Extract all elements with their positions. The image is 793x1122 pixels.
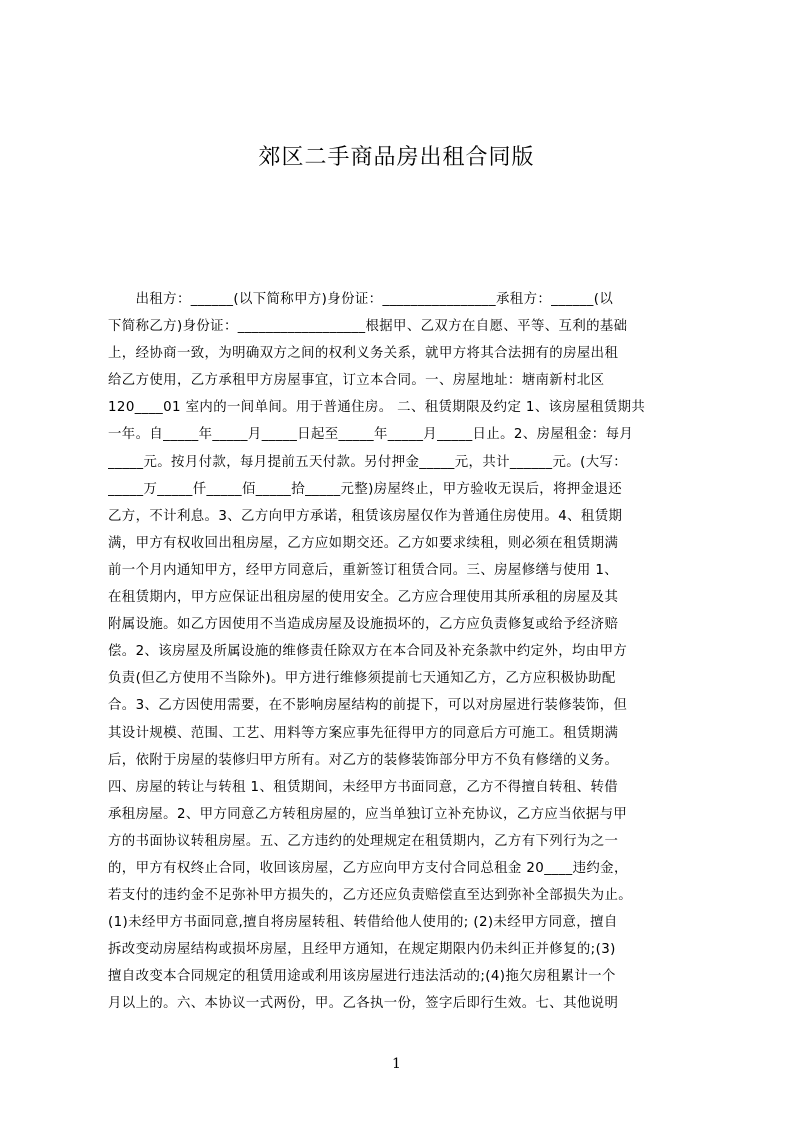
- body-line: 擅自改变本合同规定的租赁用途或利用该房屋进行违法活动的;(4)拖欠房租累计一个: [108, 969, 616, 985]
- body-line: (1)未经甲方书面同意,擅自将房屋转租、转借给他人使用的; (2)未经甲方同意，擅自: [108, 915, 618, 931]
- body-line: 后，依附于房屋的装修归甲方所有。对乙方的装修装饰部分甲方不负有修缮的义务。: [108, 752, 619, 768]
- body-line: 负责(但乙方使用不当除外)。甲方进行维修须提前七天通知乙方，乙方应积极协助配: [108, 671, 616, 687]
- body-line: 附属设施。如乙方因使用不当造成房屋及设施损坏的，乙方应负责修复或给予经济赔: [108, 617, 619, 633]
- body-line: 其设计规模、范围、工艺、用料等方案应事先征得甲方的同意后方可施工。租赁期满: [108, 725, 619, 741]
- body-line: 方的书面协议转租房屋。五、乙方违约的处理规定在租赁期内，乙方有下列行为之一: [108, 833, 619, 849]
- body-line: 合。3、乙方因使用需要，在不影响房屋结构的前提下，可以对房屋进行装修装饰，但: [108, 698, 628, 714]
- body-line: 四、房屋的转让与转租 1、租赁期间，未经甲方书面同意，乙方不得擅自转租、转借: [108, 779, 619, 795]
- body-line: 的，甲方有权终止合同，收回该房屋，乙方应向甲方支付合同总租金 20____违约金，: [108, 860, 628, 876]
- body-line: 乙方，不计利息。3、乙方向甲方承诺，租赁该房屋仅作为普通住房使用。4、租赁期: [108, 508, 623, 524]
- body-line: 给乙方使用，乙方承租甲方房屋事宜，订立本合同。一、房屋地址：塘南新村北区: [108, 373, 605, 389]
- body-line: 拆改变动房屋结构或损坏房屋，且经甲方通知，在规定期限内仍未纠正并修复的;(3): [108, 942, 616, 958]
- body-line: 一年。自_____年_____月_____日起至_____年_____月_____日止。2、房屋租金：每月: [108, 427, 634, 443]
- document-title: 郊区二手商品房出租合同版: [258, 145, 535, 170]
- contract-body: [108, 286, 698, 1026]
- body-line: _____元。按月付款，每月提前五天付款。另付押金_____元，共计______元。(大写：: [108, 454, 628, 470]
- body-line: 下简称乙方)身份证：__________________根据甲、乙双方在自愿、平等、互利的基础: [108, 319, 628, 335]
- body-line: 满，甲方有权收回出租房屋，乙方应如期交还。乙方如要求续租，则必须在租赁期满: [108, 535, 619, 551]
- body-line: 月以上的。六、本协议一式两份，甲。乙各执一份，签字后即行生效。七、其他说明: [108, 996, 619, 1012]
- body-line: 出租方：______(以下简称甲方)身份证：________________承租方：______(以: [108, 292, 614, 307]
- body-line: _____万_____仟_____佰_____拾_____元整)房屋终止，甲方验收无误后，将押金退还: [108, 481, 622, 497]
- body-line: 在租赁期内，甲方应保证出租房屋的使用安全。乙方应合理使用其所承租的房屋及其: [108, 590, 619, 606]
- body-line: 若支付的违约金不足弥补甲方损失的，乙方还应负责赔偿直至达到弥补全部损失为止。: [108, 888, 633, 904]
- body-line: 前一个月内通知甲方，经甲方同意后，重新签订租赁合同。三、房屋修缮与使用 1、: [108, 562, 619, 578]
- body-line: 偿。2、该房屋及所属设施的维修责任除双方在本合同及补充条款中约定外，均由甲方: [108, 644, 628, 660]
- body-line: 上，经协商一致，为明确双方之间的权利义务关系，就甲方将其合法拥有的房屋出租: [108, 346, 619, 362]
- body-line: 120____01 室内的一间单间。用于普通住房。 二、租赁期限及约定 1、该房屋租赁期共: [108, 400, 646, 416]
- page-number: 1: [392, 1056, 401, 1072]
- body-line: 承租房屋。2、甲方同意乙方转租房屋的，应当单独订立补充协议，乙方应当依据与甲: [108, 806, 628, 822]
